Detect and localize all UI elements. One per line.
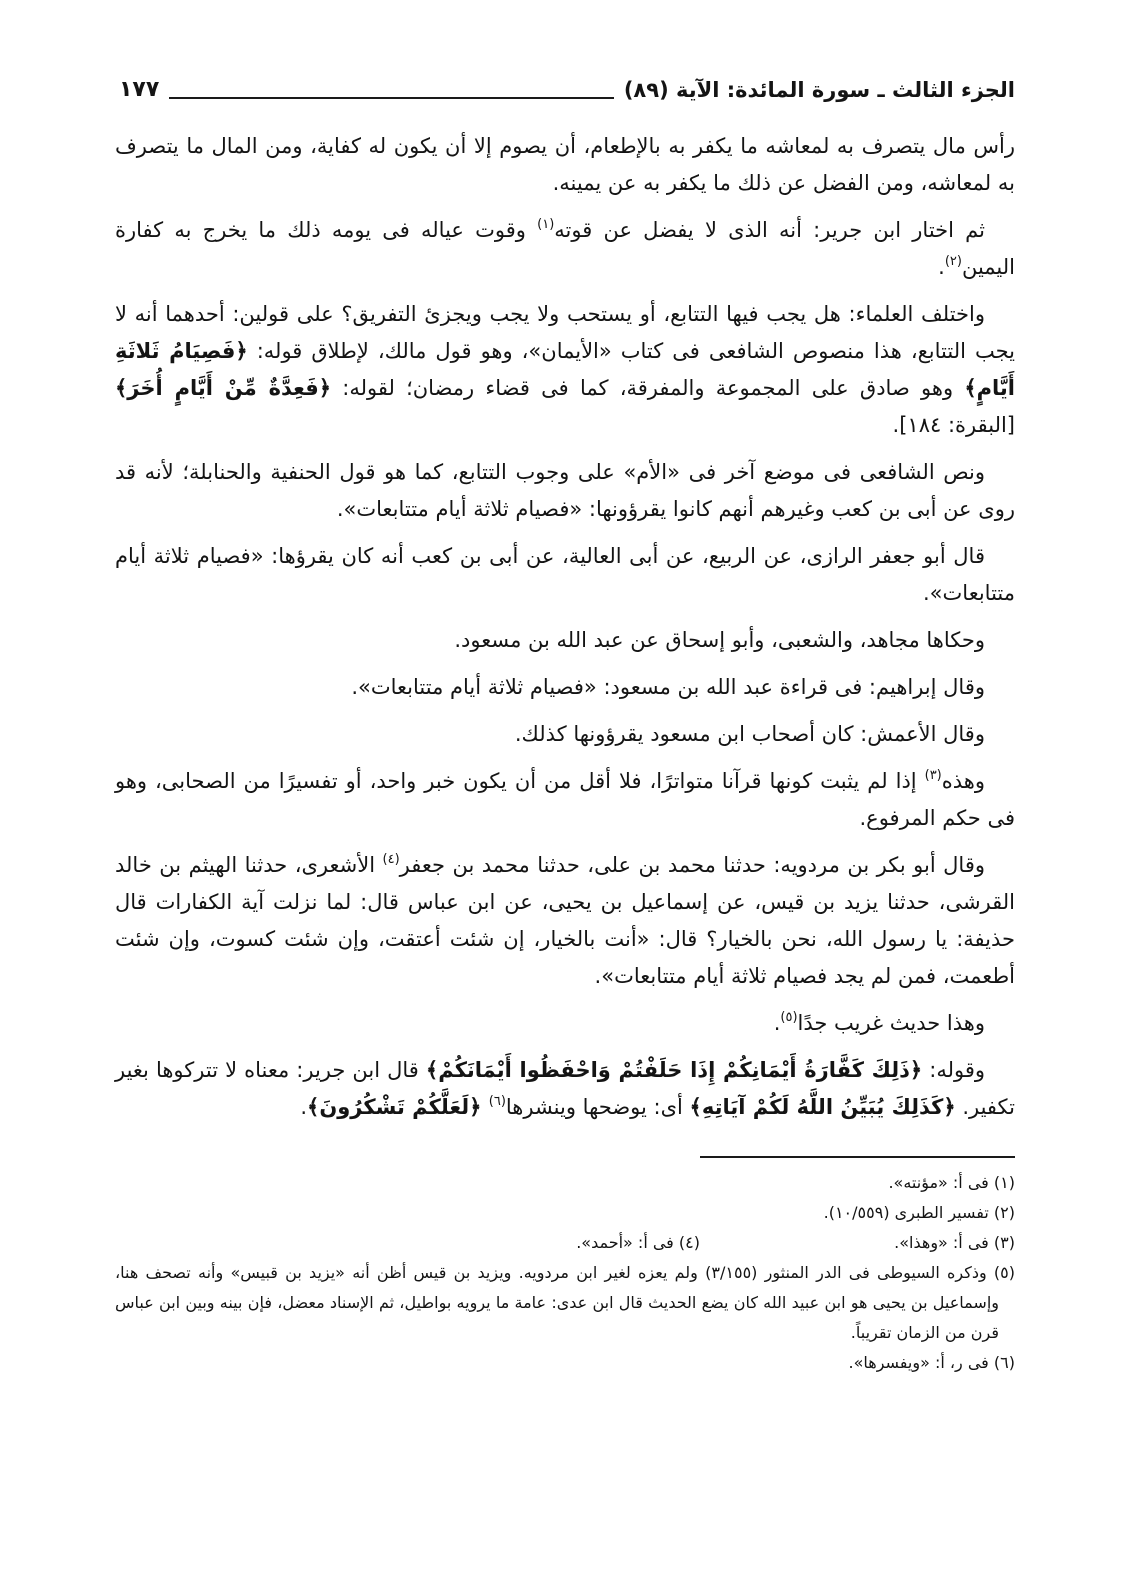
body-paragraph: [115, 454, 1015, 528]
paragraph-text: أى: يوضحها وينشرها: [505, 1095, 690, 1119]
paragraph-text: وقوت عياله فى يومه ذلك ما يخرج به كفارة اليمين: [115, 218, 1015, 279]
footnote-marker: (٦): [488, 1094, 506, 1109]
quran-quote: ﴿كَذَلِكَ يُبَيِّنُ اللَّهُ لَكُمْ آيَاتِهِ﴾: [689, 1095, 956, 1119]
footnote: (٥) وذكره السيوطى فى الدر المنثور (٣/١٥٥) ولم يعزه لغير ابن مردويه. ويزيد بن قيس أظن أنه «يزيد بن قبيس» وأنه تصحف هنا، وإسماعيل بن يحيى هو ابن عبيد الله كان يضع الحديث قال ابن عدى: عامة ما يرويه بواطيل، ثم الإسناد معضل، فإن بينه وبين ابن عباس قرن من الزمان تقريباً.: [115, 1263, 1016, 1342]
body-paragraph: [115, 128, 1015, 202]
footnote-marker: (٥): [780, 1010, 798, 1025]
paragraph-text: وهذا حديث غريب جدًا: [797, 1011, 985, 1035]
body-paragraph: [115, 1052, 1015, 1126]
paragraph-text: ونص الشافعى فى موضع آخر فى «الأم» على وجوب التتابع، كما هو قول الحنفية والحنابلة؛ لأنه قد روى عن أبى بن كعب وغيرهم أنهم كانوا يقرؤونها: «فصيام ثلاثة أيام متتابعات».: [115, 460, 1015, 521]
paragraph-text: وقوله:: [922, 1058, 986, 1082]
paragraph-text: وقال أبو بكر بن مردويه: حدثنا محمد بن على، حدثنا محمد بن جعفر: [399, 853, 986, 877]
paragraph-text: ثم اختار ابن جرير: أنه الذى لا يفضل عن قوته: [554, 218, 985, 242]
page-number: ١٧٧: [119, 77, 160, 102]
footnote-marker: (٤): [382, 852, 400, 867]
paragraph-text: قال أبو جعفر الرازى، عن الربيع، عن أبى العالية، عن أبى بن كعب أنه كان يقرؤها: «فصيام ثلاثة أيام متتابعات».: [115, 544, 1015, 605]
quran-quote: ﴿فَعِدَّةٌ مِّنْ أَيَّامٍ أُخَرَ﴾: [115, 376, 332, 400]
running-title: الجزء الثالث ـ سورة المائدة: الآية (٨٩): [623, 78, 1015, 102]
quran-quote: ﴿لَعَلَّكُمْ تَشْكُرُونَ﴾: [307, 1095, 489, 1119]
paragraph-text: إذا لم يثبت كونها قرآنا متواترًا، فلا أقل من أن يكون خبر واحد، أو تفسيرًا من الصحابى، وهو فى حكم المرفوع.: [115, 769, 1015, 830]
running-header: [115, 72, 1015, 108]
body-paragraph: [115, 669, 1015, 706]
body-paragraph: [115, 847, 1015, 995]
body-paragraph: [115, 538, 1015, 612]
paragraph-text: قال ابن جرير: معناه لا تتركوها بغير تكفير.: [115, 1058, 1015, 1119]
paragraph-text: [البقرة: ١٨٤].: [892, 413, 1015, 437]
paragraph-text: وهو صادق على المجموعة والمفرقة، كما فى قضاء رمضان؛ لقوله:: [331, 376, 965, 400]
footnote-marker: (١): [537, 217, 555, 232]
paragraph-text: واختلف العلماء: هل يجب فيها التتابع، أو يستحب ولا يجب ويجزئ التفريق؟ على قولين: أحدهما أنه لا يجب التتابع، هذا منصوص الشافعى فى كتاب «الأيمان»، وهو قول مالك، لإطلاق قوله:: [115, 302, 1015, 363]
body-paragraph: [115, 763, 1015, 837]
footnote: (١) فى أ: «مؤنته».: [888, 1173, 1015, 1192]
footnote: (٣) فى أ: «وهذا».: [894, 1233, 1015, 1252]
paragraph-text: وقال إبراهيم: فى قراءة عبد الله بن مسعود: «فصيام ثلاثة أيام متتابعات».: [351, 675, 985, 699]
footnote: (٤) فى أ: «أحمد».: [576, 1233, 700, 1252]
footnote-marker: (٢): [944, 254, 962, 269]
paragraph-text: .: [773, 1011, 781, 1035]
body-paragraph: [115, 716, 1015, 753]
paragraph-text: .: [938, 255, 945, 279]
header-rule: [169, 97, 614, 99]
footnote-separator: [700, 1156, 1015, 1158]
paragraph-text: وحكاها مجاهد، والشعبى، وأبو إسحاق عن عبد الله بن مسعود.: [454, 628, 985, 652]
paragraph-text: الأشعرى، حدثنا الهيثم بن خالد القرشى، حدثنا يزيد بن قيس، عن إسماعيل بن يحيى، عن ابن عباس قال: لما نزلت آية الكفارات قال حذيفة: يا رسول الله، نحن بالخيار؟ قال: «أنت بالخيار، إن شئت أعتقت، وإن شئت كسوت، وإن شئت أطعمت، فمن لم يجد فصيام ثلاثة أيام متتابعات».: [115, 853, 1015, 988]
page-content: [115, 128, 1015, 1378]
body-paragraph: [115, 622, 1015, 659]
paragraph-text: .: [300, 1095, 308, 1119]
paragraph-text: وقال الأعمش: كان أصحاب ابن مسعود يقرؤونها كذلك.: [514, 722, 985, 746]
footnote-marker: (٣): [924, 768, 942, 783]
footnote: (٦) فى ر، أ: «ويفسرها».: [848, 1353, 1015, 1372]
quran-quote: ﴿ذَلِكَ كَفَّارَةُ أَيْمَانِكُمْ إِذَا حَلَفْتُمْ وَاحْفَظُوا أَيْمَانَكُمْ﴾: [425, 1058, 923, 1082]
footnote-row: [115, 1228, 1015, 1258]
paragraph-text: رأس مال يتصرف به لمعاشه ما يكفر به بالإطعام، أن يصوم إلا أن يكون له كفاية، ومن المال ما يتصرف به لمعاشه، ومن الفضل عن ذلك ما يكفر به عن يمينه.: [115, 134, 1015, 195]
footnote: (٢) تفسير الطبرى (١٠/٥٥٩).: [823, 1203, 1015, 1222]
body-paragraph: [115, 1005, 1015, 1042]
body-paragraph: [115, 296, 1015, 444]
body-paragraph: [115, 212, 1015, 286]
quran-quote: ﴿فَصِيَامُ ثَلاثَةِ أَيَّامٍ﴾: [115, 339, 1015, 400]
footnotes: [115, 1168, 1015, 1378]
paragraph-text: وهذه: [941, 769, 985, 793]
